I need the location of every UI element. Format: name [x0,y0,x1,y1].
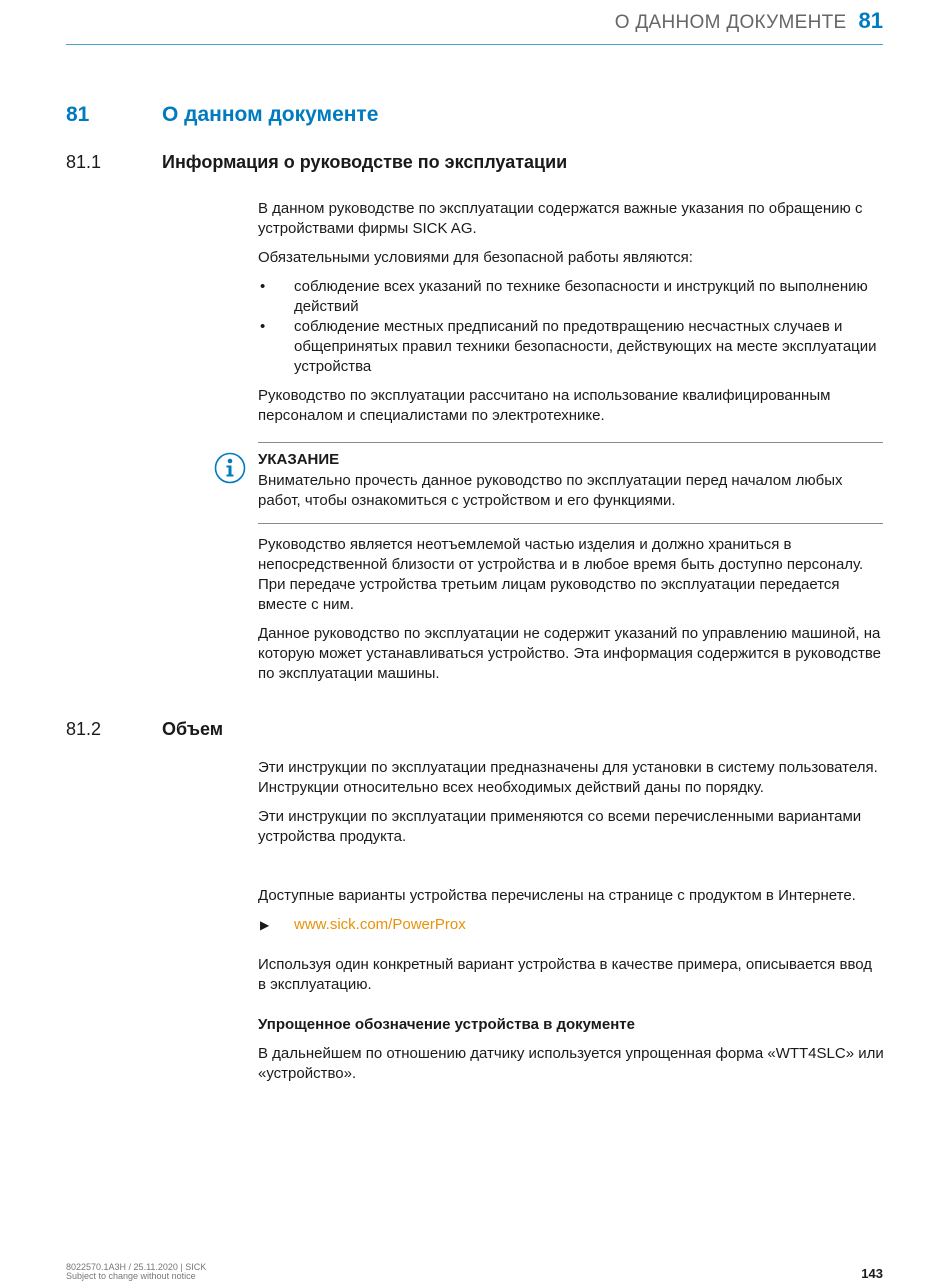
footer-doc-id: 8022570.1A3H / 25.11.2020 | SICK [66,1262,207,1272]
product-link[interactable]: www.sick.com/PowerProx [294,916,466,933]
running-header [615,8,883,34]
note-text: Внимательно прочесть данное руководство по эксплуатации перед началом любых работ, чтобы ознакомиться с устройством и его функциями. [258,472,843,509]
section-body [258,1015,884,1093]
section-title: Объем [162,719,224,739]
section-body [258,199,884,435]
chapter-title: О данном документе [162,103,379,126]
section-title: Информация о руководстве по эксплуатации [162,152,568,172]
subheading: Упрощенное обозначение устройства в документе [258,1016,635,1033]
paragraph: В данном руководстве по эксплуатации содержатся важные указания по обращению с устройствами фирмы SICK AG. [258,200,863,237]
bullet-list [258,277,884,377]
paragraph: В дальнейшем по отношению датчику используется упрощенная форма «WTT4SLC» или «устройство». [258,1045,884,1082]
arrow-right-icon: ▶ [260,918,270,932]
list-item [258,317,884,377]
paragraph: Руководство является неотъемлемой частью изделия и должно храниться в непосредственной близости от устройства и в любое время быть доступно персоналу. При передаче устройства третьим лицам руководство по эксплуатации передается вместе с ним. [258,536,864,613]
paragraph: Используя один конкретный вариант устройства в качестве примера, описывается ввод в эксплуатацию. [258,956,873,993]
section-number: 81.1 [66,152,102,172]
list-item-text: соблюдение всех указаний по технике безопасности и инструкций по выполнению действий [294,278,868,315]
section-body [258,758,884,856]
footer-info [66,1263,206,1281]
list-item-text: соблюдение местных предписаний по предотвращению несчастных случаев и общепринятых правил техники безопасности, действующих на месте эксплуатации устройства [294,318,877,375]
info-icon [214,452,246,484]
paragraph: Обязательными условиями для безопасной работы являются: [258,249,693,266]
chapter-number: 81 [66,103,90,126]
section-body [258,886,884,944]
paragraph: Доступные варианты устройства перечислены на странице с продуктом в Интернете. [258,887,856,904]
bullet-icon: • [260,278,266,295]
page-number: 143 [861,1266,883,1281]
note-title: УКАЗАНИЕ [258,451,340,468]
note-box [258,442,883,524]
running-header-chapter-number: 81 [858,8,883,33]
running-header-title: О ДАННОМ ДОКУМЕНТЕ [614,12,847,33]
bullet-icon: • [260,318,266,335]
section-number: 81.2 [66,719,102,739]
section-body [258,535,884,693]
paragraph: Эти инструкции по эксплуатации предназначены для установки в систему пользователя. Инструкции относительно всех необходимых действий даны по порядку. [258,759,878,796]
link-item [258,915,884,935]
header-rule [66,44,883,45]
paragraph: Руководство по эксплуатации рассчитано на использование квалифицированным персоналом и специалистами по электротехнике. [258,387,831,424]
footer-notice: Subject to change without notice [66,1271,196,1281]
paragraph: Эти инструкции по эксплуатации применяются со всеми перечисленными вариантами устройства продукта. [258,808,862,845]
section-body [258,955,884,1004]
list-item [258,277,884,317]
paragraph: Данное руководство по эксплуатации не содержит указаний по управлению машиной, на которую может устанавливаться устройство. Эта информация содержится в руководстве по эксплуатации машины. [258,625,882,682]
